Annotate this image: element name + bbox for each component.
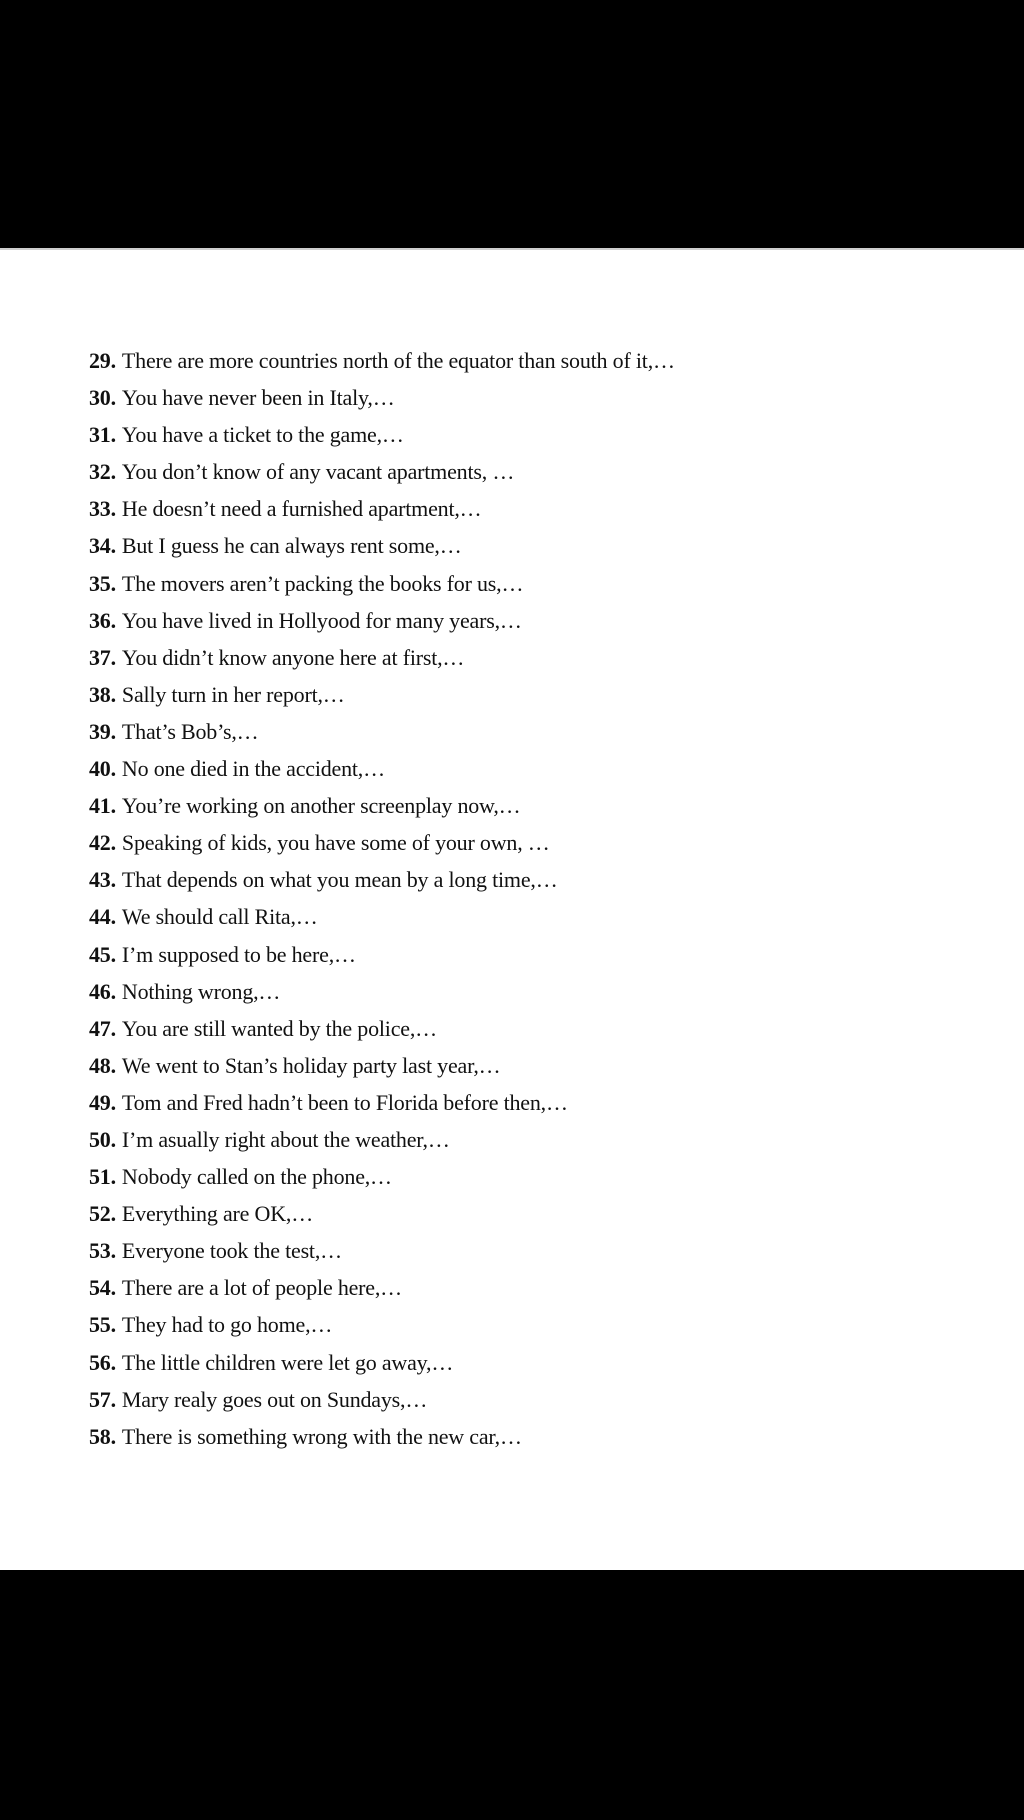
exercise-number: 30. [89, 385, 116, 411]
exercise-number: 47. [89, 1015, 116, 1041]
exercise-item [89, 1158, 969, 1195]
exercise-text: Nothing wrong,… [121, 978, 281, 1004]
exercise-text: That depends on what you mean by a long time,… [121, 867, 558, 893]
exercise-number: 53. [89, 1238, 116, 1264]
exercise-number: 36. [89, 607, 116, 633]
exercise-text: You have never been in Italy,… [121, 385, 395, 411]
exercise-number: 41. [89, 793, 116, 819]
exercise-list [89, 342, 969, 1455]
exercise-text: There are a lot of people here,… [121, 1275, 402, 1301]
exercise-item [89, 602, 969, 639]
exercise-text: He doesn’t need a furnished apartment,… [121, 496, 482, 522]
exercise-number: 56. [89, 1349, 116, 1375]
exercise-number: 58. [89, 1423, 116, 1449]
exercise-number: 29. [89, 348, 116, 373]
exercise-item [89, 527, 969, 564]
exercise-number: 49. [89, 1089, 116, 1115]
exercise-item [89, 713, 969, 750]
exercise-number: 52. [89, 1201, 116, 1227]
exercise-text: Nobody called on the phone,… [121, 1164, 392, 1190]
exercise-number: 46. [89, 978, 116, 1004]
exercise-number: 33. [89, 496, 116, 522]
exercise-number: 43. [89, 867, 116, 893]
document-page [0, 248, 1024, 1570]
exercise-text: Sally turn in her report,… [121, 681, 345, 707]
exercise-item [89, 750, 969, 787]
exercise-item [89, 490, 969, 527]
exercise-item [89, 787, 969, 824]
exercise-item [89, 639, 969, 676]
exercise-item [89, 379, 969, 416]
exercise-item [89, 1418, 969, 1455]
exercise-number: 50. [89, 1126, 116, 1152]
exercise-item [89, 936, 969, 973]
exercise-text: Everyone took the test,… [121, 1238, 342, 1264]
exercise-text: Mary realy goes out on Sundays,… [121, 1386, 428, 1412]
exercise-text: Everything are OK,… [121, 1201, 313, 1227]
exercise-number: 42. [89, 830, 116, 856]
exercise-text: You didn’t know anyone here at first,… [121, 644, 465, 670]
exercise-text: Tom and Fred hadn’t been to Florida before then,… [121, 1089, 568, 1115]
exercise-item [89, 1269, 969, 1306]
exercise-item [89, 1306, 969, 1343]
exercise-item [89, 342, 969, 379]
exercise-text: We should call Rita,… [121, 904, 318, 930]
exercise-item [89, 1084, 969, 1121]
exercise-item [89, 1381, 969, 1418]
exercise-item [89, 1047, 969, 1084]
exercise-text: No one died in the accident,… [121, 756, 385, 782]
exercise-number: 54. [89, 1275, 116, 1301]
exercise-number: 37. [89, 644, 116, 670]
exercise-text: I’m supposed to be here,… [121, 941, 356, 967]
exercise-text: The movers aren’t packing the books for us,… [121, 570, 524, 596]
exercise-item [89, 1232, 969, 1269]
exercise-text: We went to Stan’s holiday party last year,… [121, 1052, 501, 1078]
exercise-text: The little children were let go away,… [121, 1349, 454, 1375]
exercise-text: There is something wrong with the new car,… [121, 1423, 522, 1449]
exercise-number: 34. [89, 533, 116, 559]
exercise-number: 32. [89, 459, 116, 485]
exercise-item [89, 1010, 969, 1047]
exercise-item [89, 565, 969, 602]
exercise-number: 57. [89, 1386, 116, 1412]
exercise-number: 40. [89, 756, 116, 782]
exercise-item [89, 1344, 969, 1381]
exercise-item [89, 898, 969, 935]
exercise-number: 45. [89, 941, 116, 967]
exercise-text: Speaking of kids, you have some of your own, … [121, 830, 550, 856]
exercise-text: You have a ticket to the game,… [121, 422, 404, 448]
exercise-number: 51. [89, 1164, 116, 1190]
exercise-item [89, 1121, 969, 1158]
exercise-number: 48. [89, 1052, 116, 1078]
exercise-text: You’re working on another screenplay now,… [121, 793, 521, 819]
exercise-number: 55. [89, 1312, 116, 1338]
exercise-item [89, 861, 969, 898]
exercise-number: 35. [89, 570, 116, 596]
exercise-number: 38. [89, 681, 116, 707]
exercise-number: 31. [89, 422, 116, 448]
exercise-number: 39. [89, 718, 116, 744]
exercise-number: 44. [89, 904, 116, 930]
exercise-text: They had to go home,… [121, 1312, 333, 1338]
exercise-text: You have lived in Hollyood for many years,… [121, 607, 522, 633]
exercise-item [89, 453, 969, 490]
exercise-item [89, 973, 969, 1010]
exercise-text: You don’t know of any vacant apartments, … [121, 459, 515, 485]
exercise-text: You are still wanted by the police,… [121, 1015, 437, 1041]
exercise-text: I’m asually right about the weather,… [121, 1126, 450, 1152]
exercise-item [89, 416, 969, 453]
exercise-text: There are more countries north of the equator than south of it,… [121, 348, 675, 373]
exercise-item [89, 676, 969, 713]
exercise-text: But I guess he can always rent some,… [121, 533, 462, 559]
exercise-item [89, 824, 969, 861]
exercise-item [89, 1195, 969, 1232]
exercise-text: That’s Bob’s,… [121, 718, 259, 744]
